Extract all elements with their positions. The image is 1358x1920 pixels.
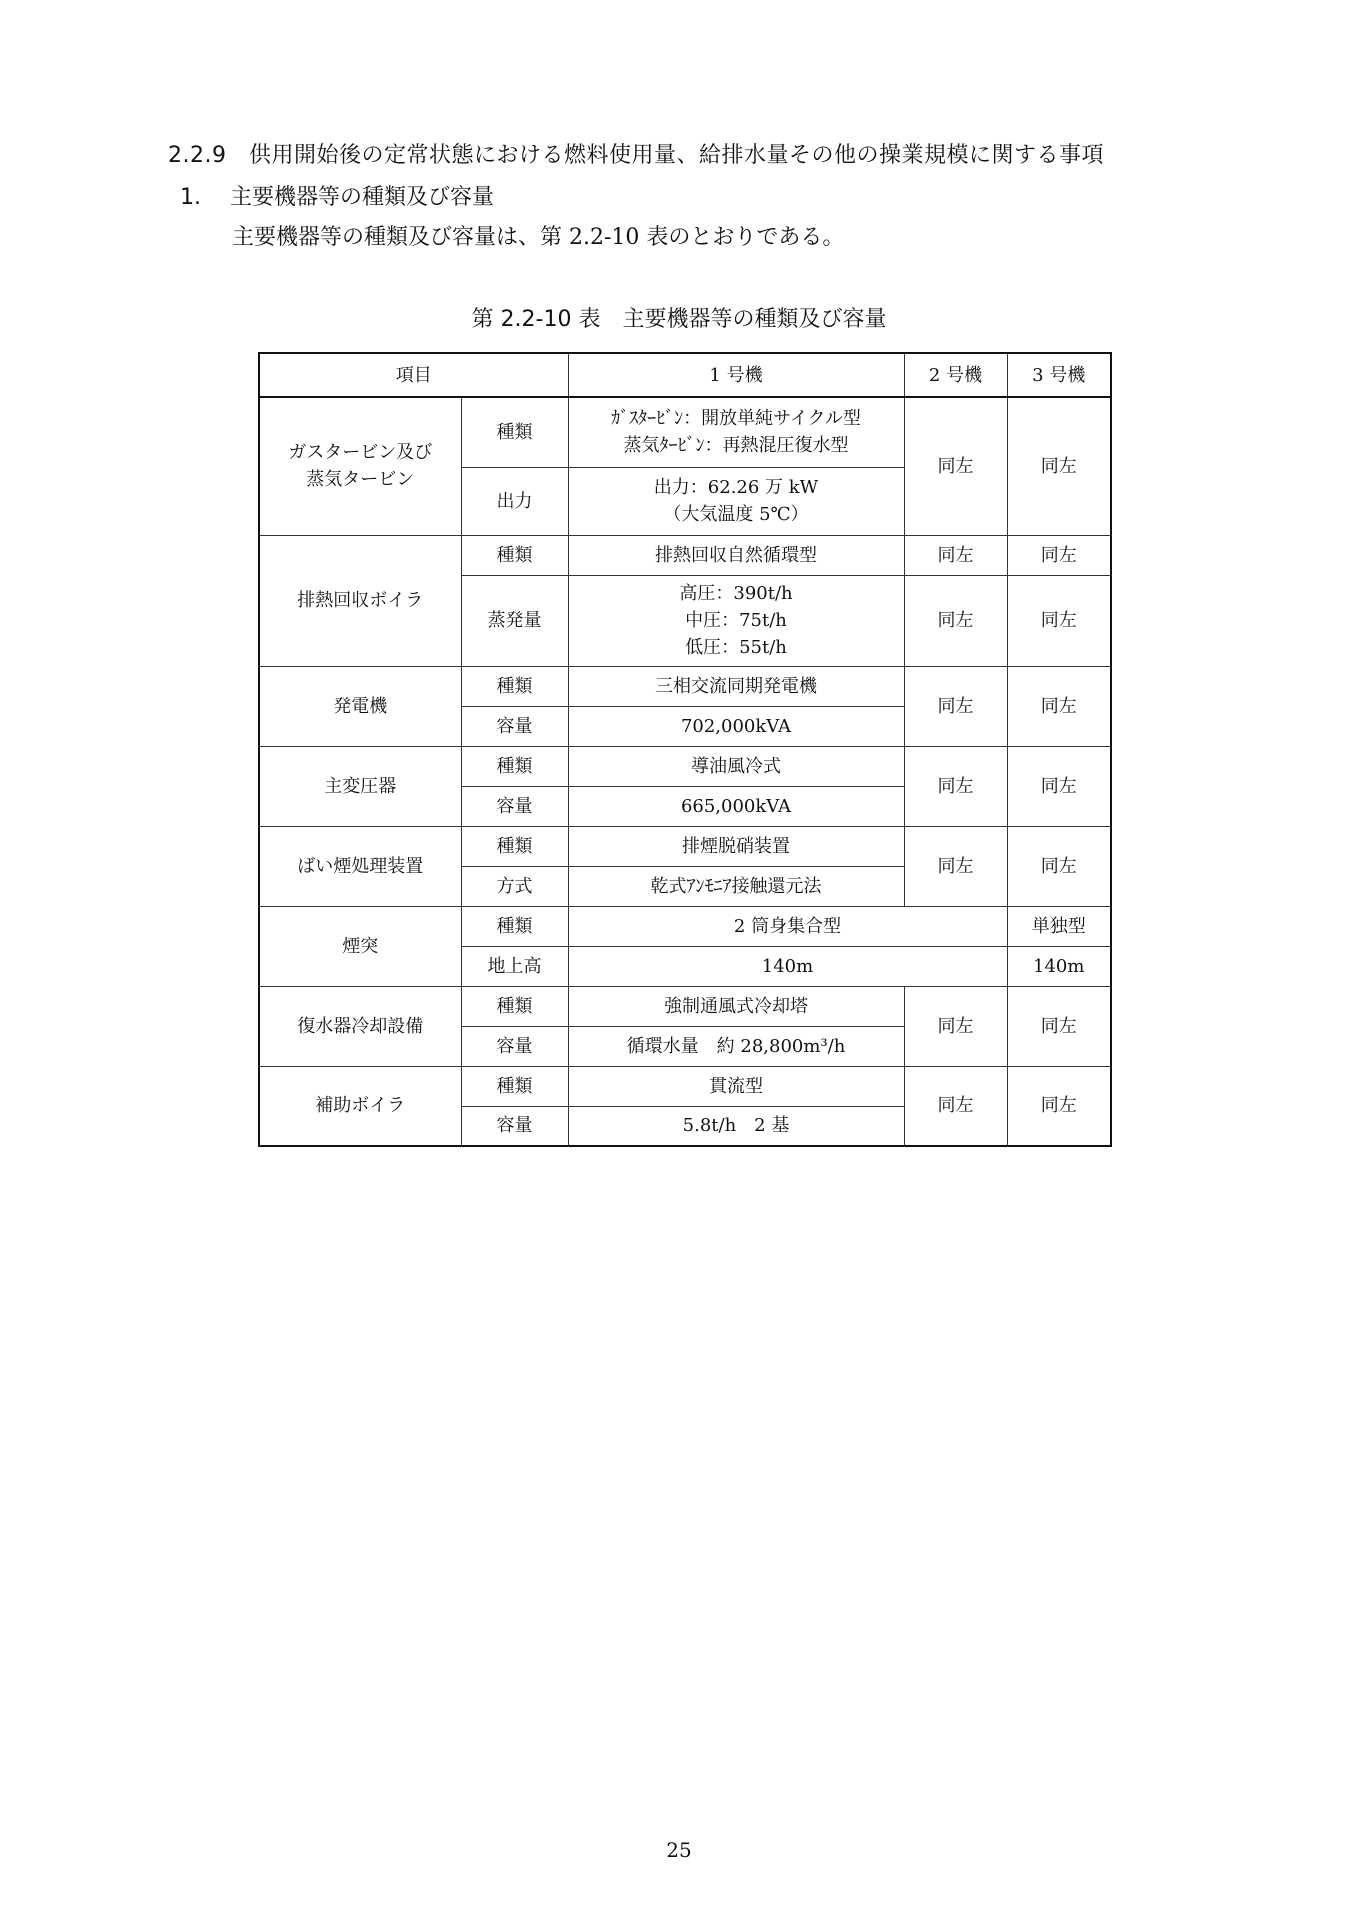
attr-cell: 種類	[461, 1066, 568, 1106]
unit1-cell: 出力：62.26 万 kW （大気温度 5℃）	[568, 467, 904, 535]
unit1-cell: 乾式ｱﾝﾓﾆｱ接触還元法	[568, 866, 904, 906]
table-row	[259, 666, 1111, 706]
unit2-cell: 同左	[904, 986, 1007, 1066]
unit1-cell: 排煙脱硝装置	[568, 826, 904, 866]
attr-cell: 種類	[461, 826, 568, 866]
unit3-cell: 同左	[1007, 397, 1111, 535]
unit2-cell: 同左	[904, 1066, 1007, 1146]
group-name: 復水器冷却設備	[259, 986, 461, 1066]
unit3-cell: 140m	[1007, 946, 1111, 986]
table-row	[259, 746, 1111, 786]
group-name: 発電機	[259, 666, 461, 746]
unit1-cell: 5.8t/h 2 基	[568, 1106, 904, 1146]
unit3-cell: 同左	[1007, 826, 1111, 906]
unit3-cell: 同左	[1007, 575, 1111, 666]
attr-cell: 種類	[461, 535, 568, 575]
section-heading: 2.2.9 供用開始後の定常状態における燃料使用量、給排水量その他の操業規模に関する事項	[168, 143, 1104, 168]
unit1-cell: 強制通風式冷却塔	[568, 986, 904, 1026]
attr-cell: 容量	[461, 1026, 568, 1066]
group-name: 補助ボイラ	[259, 1066, 461, 1146]
unit3-cell: 同左	[1007, 746, 1111, 826]
unit3-cell: 単独型	[1007, 906, 1111, 946]
unit1-cell: 665,000kVA	[568, 786, 904, 826]
attr-cell: 容量	[461, 786, 568, 826]
table-header-row	[259, 353, 1111, 397]
unit2-cell: 同左	[904, 575, 1007, 666]
unit2-cell: 同左	[904, 826, 1007, 906]
group-name: 主変圧器	[259, 746, 461, 826]
unit3-cell: 同左	[1007, 986, 1111, 1066]
unit3-cell: 同左	[1007, 535, 1111, 575]
unit2-cell: 同左	[904, 535, 1007, 575]
unit3-cell: 同左	[1007, 666, 1111, 746]
table-row	[259, 986, 1111, 1026]
attr-cell: 方式	[461, 866, 568, 906]
unit2-cell: 同左	[904, 666, 1007, 746]
table-caption: 第 2.2-10 表 主要機器等の種類及び容量	[471, 307, 887, 332]
unit12-cell: 140m	[568, 946, 1007, 986]
unit1-cell: 貫流型	[568, 1066, 904, 1106]
group-name: 煙突	[259, 906, 461, 986]
attr-cell: 蒸発量	[461, 575, 568, 666]
header-item: 項目	[259, 353, 568, 397]
attr-cell: 種類	[461, 986, 568, 1026]
unit1-cell: 循環水量 約 28,800m³/h	[568, 1026, 904, 1066]
body-paragraph: 主要機器等の種類及び容量は、第 2.2-10 表のとおりである。	[232, 225, 845, 250]
header-unit2: 2 号機	[904, 353, 1007, 397]
equipment-table	[258, 352, 1112, 1147]
table-row	[259, 826, 1111, 866]
unit1-cell: 高圧：390t/h 中圧：75t/h 低圧：55t/h	[568, 575, 904, 666]
attr-cell: 種類	[461, 666, 568, 706]
table-row	[259, 1066, 1111, 1106]
attr-cell: 地上高	[461, 946, 568, 986]
unit1-cell: ｶﾞｽﾀｰﾋﾞﾝ：開放単純サイクル型 蒸気ﾀｰﾋﾞﾝ：再熱混圧復水型	[568, 397, 904, 467]
attr-cell: 容量	[461, 706, 568, 746]
header-unit3: 3 号機	[1007, 353, 1111, 397]
group-name: ばい煙処理装置	[259, 826, 461, 906]
attr-cell: 種類	[461, 397, 568, 467]
unit3-cell: 同左	[1007, 1066, 1111, 1146]
unit2-cell: 同左	[904, 397, 1007, 535]
header-unit1: 1 号機	[568, 353, 904, 397]
unit2-cell: 同左	[904, 746, 1007, 826]
attr-cell: 種類	[461, 906, 568, 946]
table-row	[259, 397, 1111, 467]
group-name: ガスタービン及び 蒸気タービン	[259, 397, 461, 535]
unit1-cell: 導油風冷式	[568, 746, 904, 786]
table-row	[259, 906, 1111, 946]
subsection-title: 主要機器等の種類及び容量	[230, 185, 495, 210]
subsection-heading	[180, 180, 494, 211]
unit1-cell: 702,000kVA	[568, 706, 904, 746]
attr-cell: 種類	[461, 746, 568, 786]
attr-cell: 容量	[461, 1106, 568, 1146]
page-number: 25	[666, 1838, 692, 1862]
table-row	[259, 535, 1111, 575]
unit12-cell: 2 筒身集合型	[568, 906, 1007, 946]
group-name: 排熱回収ボイラ	[259, 535, 461, 666]
unit1-cell: 三相交流同期発電機	[568, 666, 904, 706]
unit1-cell: 排熱回収自然循環型	[568, 535, 904, 575]
attr-cell: 出力	[461, 467, 568, 535]
subsection-number: 1.	[180, 185, 201, 210]
